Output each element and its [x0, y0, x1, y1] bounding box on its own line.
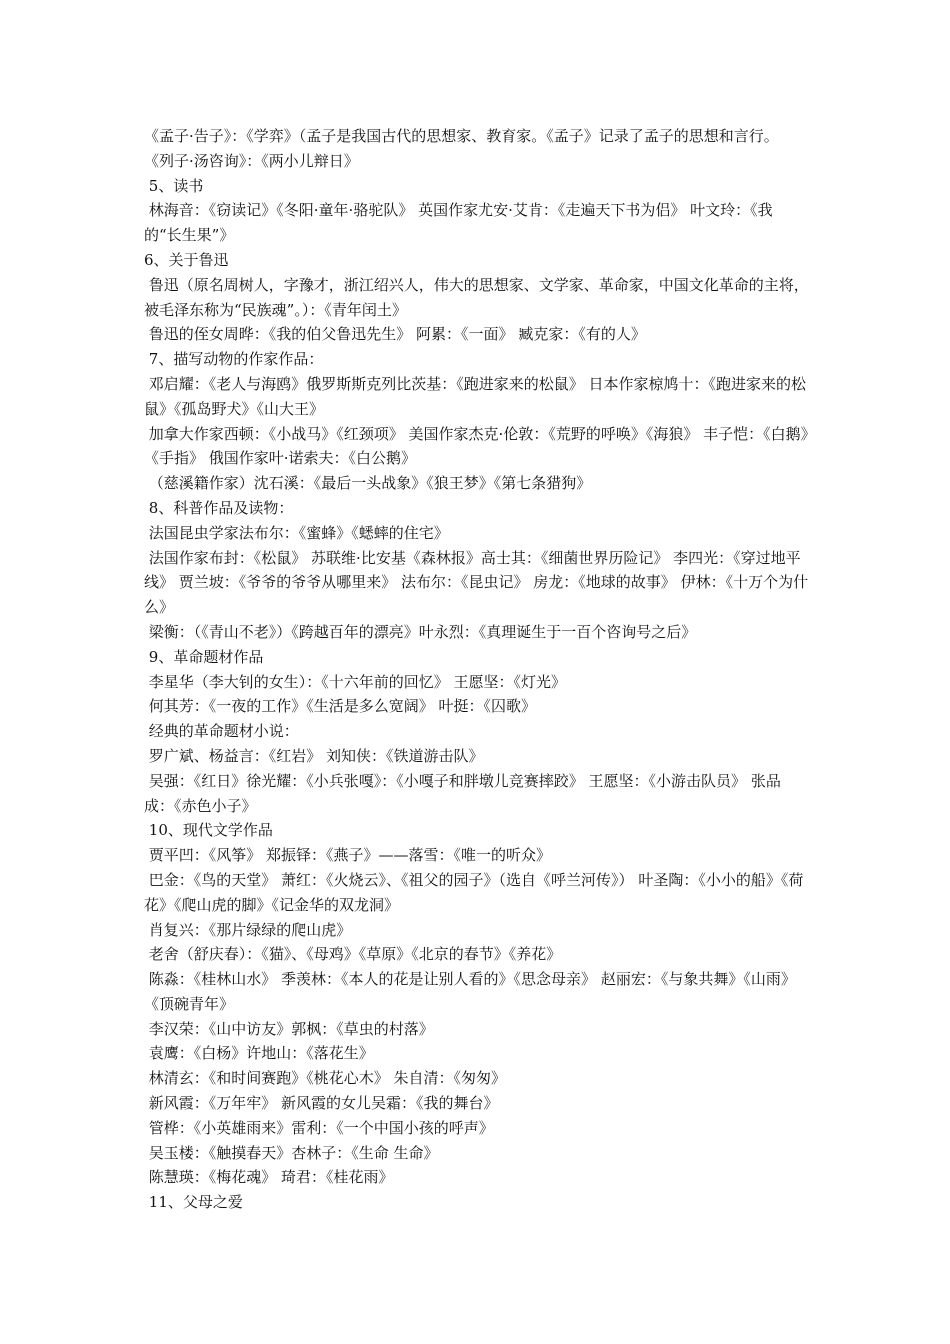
paragraph: 陈淼：《桂林山水》 季羡林：《本人的花是让别人看的》《思念母亲》 赵丽宏：《与象共舞》《山雨》《顶碗青年》: [144, 970, 796, 1013]
paragraph: 李汉荣：《山中访友》郭枫：《草虫的村落》: [144, 1019, 434, 1038]
paragraph: 吴玉楼：《触摸春天》杏林子：《生命 生命》: [144, 1143, 439, 1162]
document-page: [144, 124, 810, 1215]
paragraph: 经典的革命题材小说：: [144, 722, 299, 741]
section-heading: 10、现代文学作品: [144, 821, 273, 840]
paragraph: 巴金：《鸟的天堂》 萧红：《火烧云》、《祖父的园子》（选自《呼兰河传》） 叶圣陶：《小小的船》《荷花》《爬山虎的脚》《记金华的双龙洞》: [144, 870, 804, 914]
paragraph: 肖复兴：《那片绿绿的爬山虎》: [144, 920, 352, 939]
paragraph: 袁鹰：《白杨》许地山：《落花生》: [144, 1044, 374, 1063]
paragraph: 邓启耀：《老人与海鸥》俄罗斯斯克列比茨基：《跑进家来的松鼠》 日本作家椋鸠十：《跑进家来的松鼠》《孤岛野犬》《山大王》: [144, 374, 807, 418]
paragraph: 鲁迅（原名周树人，字豫才，浙江绍兴人，伟大的思想家、文学家、革命家，中国文化革命的主将，被毛泽东称为“民族魂”。）：《青年闰土》: [144, 275, 809, 319]
section-heading: 5、读书: [144, 176, 204, 195]
paragraph: 陈慧瑛：《梅花魂》 琦君：《桂花雨》: [144, 1168, 394, 1187]
paragraph: 梁衡：（《青山不老》）《跨越百年的漂亮》叶永烈：《真理诞生于一百个咨询号之后》: [144, 622, 697, 641]
paragraph: 李星华（李大钊的女生）：《十六年前的回忆》 王愿坚：《灯光》: [144, 672, 567, 691]
paragraph: 吴强：《红日》徐光耀：《小兵张嘎》：《小嘎子和胖墩儿竞赛摔跤》 王愿坚：《小游击队员》 张品成：《赤色小子》: [144, 771, 781, 815]
paragraph: （慈溪籍作家）沈石溪：《最后一头战象》《狼王梦》《第七条猎狗》: [144, 474, 592, 493]
paragraph: 新风霞：《万年牢》 新风霞的女儿吴霜：《我的舞台》: [144, 1094, 499, 1113]
section-heading: 6、关于鲁迅: [144, 250, 229, 269]
section-heading: 7、描写动物的作家作品：: [144, 350, 324, 369]
section-heading: 11、父母之爱: [144, 1193, 243, 1212]
paragraph: 鲁迅的侄女周晔：《我的伯父鲁迅先生》 阿累：《一面》 臧克家：《有的人》: [144, 325, 646, 344]
paragraph: 贾平凹：《风筝》 郑振铎：《燕子》——落雪：《唯一的听众》: [144, 846, 552, 865]
paragraph: 管桦：《小英雄雨来》雷利：《一个中国小孩的呼声》: [144, 1118, 494, 1137]
paragraph: 何其芳：《一夜的工作》《生活是多么宽阔》 叶挺：《囚歌》: [144, 697, 537, 716]
paragraph: 《孟子·告子》：《学弈》（孟子是我国古代的思想家、教育家。《孟子》记录了孟子的思想和言行。 《列子·汤咨询》：《两小儿辩日》: [144, 127, 784, 170]
paragraph: 法国作家布封：《松鼠》 苏联维·比安基《森林报》高士其：《细菌世界历险记》 李四光：《穿过地平线》 贾兰坡：《爷爷的爷爷从哪里来》 法布尔：《昆虫记》 房龙：《地球的故事》 伊林：《十万个为什么》: [144, 548, 809, 617]
paragraph: 林海音：《窃读记》《冬阳·童年·骆驼队》 英国作家尤安·艾肯：《走遍天下书为侣》 叶文玲：《我的“长生果”》: [144, 201, 773, 245]
paragraph: 林清玄：《和时间赛跑》《桃花心木》 朱自清：《匆匆》: [144, 1069, 507, 1088]
paragraph: 老舍（舒庆春）：《猫》、《母鸡》《草原》《北京的春节》《养花》: [144, 945, 562, 964]
section-heading: 9、革命题材作品: [144, 647, 264, 666]
paragraph: 加拿大作家西顿：《小战马》《红颈项》 美国作家杰克·伦敦：《荒野的呼唤》《海狼》 丰子恺：《白鹅》《手指》 俄国作家叶·诺索夫：《白公鹅》: [144, 424, 809, 468]
paragraph: 罗广斌、杨益言：《红岩》 刘知侠：《铁道游击队》: [144, 746, 484, 765]
paragraph: 法国昆虫学家法布尔：《蜜蜂》《蟋蟀的住宅》: [144, 523, 449, 542]
section-heading: 8、科普作品及读物：: [144, 498, 294, 517]
